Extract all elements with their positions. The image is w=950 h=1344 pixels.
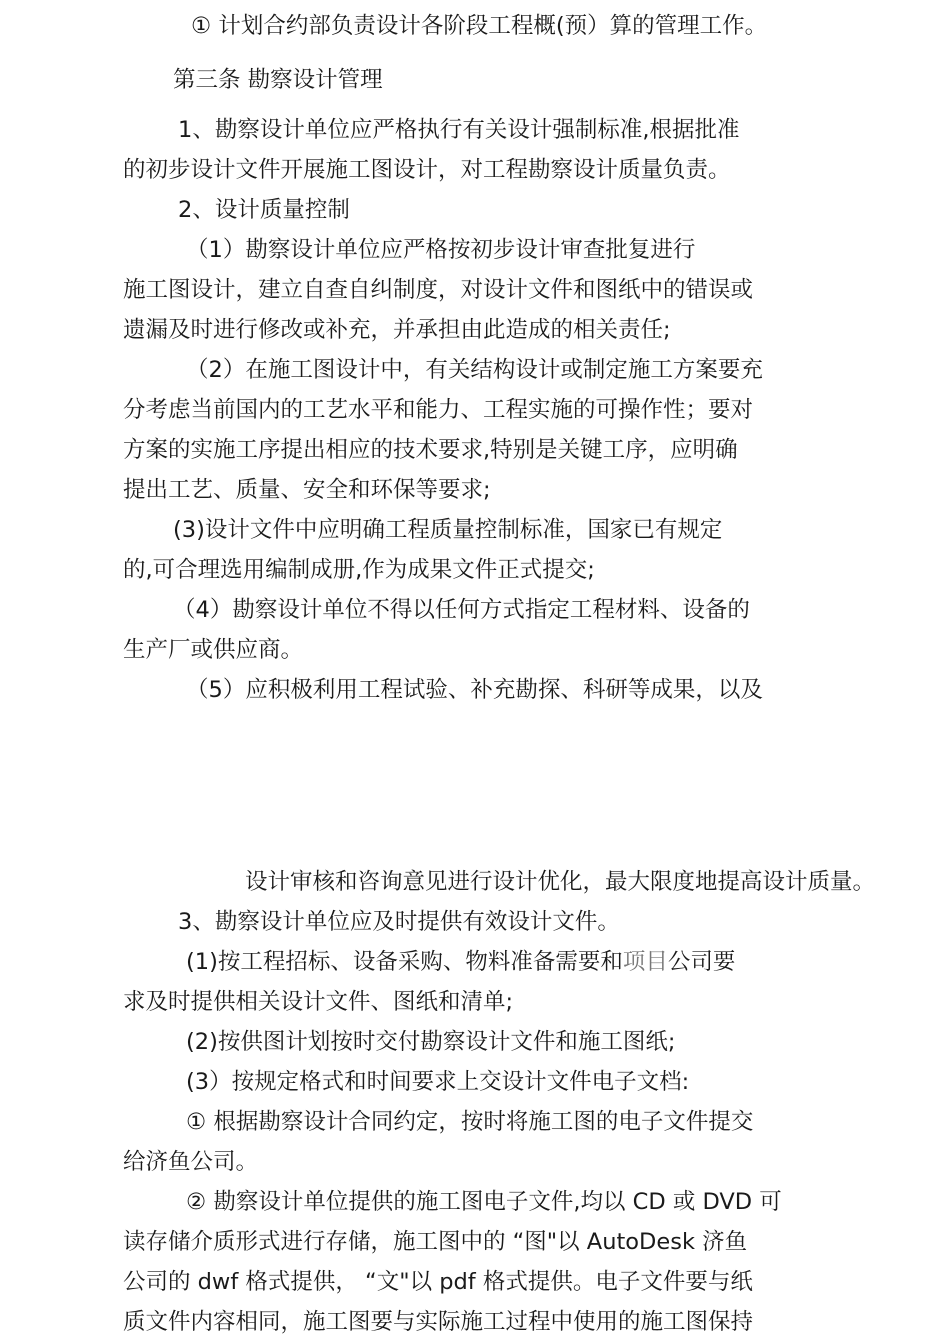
text-line: 方案的实施工序提出相应的技术要求,特别是关键工序，应明确 xyxy=(123,437,738,463)
text-line: (3)设计文件中应明确工程质量控制标准，国家已有规定 xyxy=(173,517,723,543)
text-line: 公司的 dwf 格式提供， “文"以 pdf 格式提供。电子文件要与纸 xyxy=(123,1269,753,1295)
section-heading: 第三条 勘察设计管理 xyxy=(173,67,383,93)
text-line: （1）勘察设计单位应严格按初步设计审查批复进行 xyxy=(186,237,696,263)
text-line: （4）勘察设计单位不得以任何方式指定工程材料、设备的 xyxy=(173,597,750,623)
text-line xyxy=(186,942,735,982)
text-line: 施工图设计，建立自查自纠制度，对设计文件和图纸中的错误或 xyxy=(123,277,754,303)
text-line: 给济鱼公司。 xyxy=(123,1149,259,1175)
text-line: (3）按规定格式和时间要求上交设计文件电子文档: xyxy=(186,1069,690,1095)
text-line: ① 计划合约部负责设计各阶段工程概(预）算的管理工作。 xyxy=(191,13,768,39)
text-line: 3、勘察设计单位应及时提供有效设计文件。 xyxy=(178,909,620,935)
text-line: 求及时提供相关设计文件、图纸和清单; xyxy=(123,989,514,1015)
text-line: 质文件内容相同，施工图要与实际施工过程中使用的施工图保持 xyxy=(123,1309,754,1335)
text-line: ① 根据勘察设计合同约定，按时将施工图的电子文件提交 xyxy=(186,1109,754,1135)
text-line: 生产厂或供应商。 xyxy=(123,637,304,663)
text-segment: (1)按工程招标、设备采购、物料准备需要和 xyxy=(186,949,623,975)
text-line: 遗漏及时进行修改或补充，并承担由此造成的相关责任; xyxy=(123,317,671,343)
text-line: （2）在施工图设计中，有关结构设计或制定施工方案要充 xyxy=(186,357,763,383)
text-line: 2、设计质量控制 xyxy=(178,197,350,223)
text-line: 分考虑当前国内的工艺水平和能力、工程实施的可操作性；要对 xyxy=(123,397,754,423)
text-segment: 公司要 xyxy=(667,949,736,975)
text-line: 设计审核和咨询意见进行设计优化，最大限度地提高设计质量。 xyxy=(245,869,876,895)
text-segment-highlight: 项目 xyxy=(622,949,668,975)
text-line: 1、勘察设计单位应严格执行有关设计强制标准,根据批准 xyxy=(178,117,740,143)
text-line: ② 勘察设计单位提供的施工图电子文件,均以 CD 或 DVD 可 xyxy=(186,1189,782,1215)
text-line: 的初步设计文件开展施工图设计，对工程勘察设计质量负责。 xyxy=(123,157,731,183)
text-line: (2)按供图计划按时交付勘察设计文件和施工图纸; xyxy=(186,1029,676,1055)
text-line: （5）应积极利用工程试验、补充勘探、科研等成果，以及 xyxy=(186,677,763,703)
text-line: 提出工艺、质量、安全和环保等要求; xyxy=(123,477,491,503)
text-line: 读存储介质形式进行存储，施工图中的 “图"以 AutoDesk 济鱼 xyxy=(123,1229,748,1255)
text-line: 的,可合理选用编制成册,作为成果文件正式提交; xyxy=(123,557,595,583)
